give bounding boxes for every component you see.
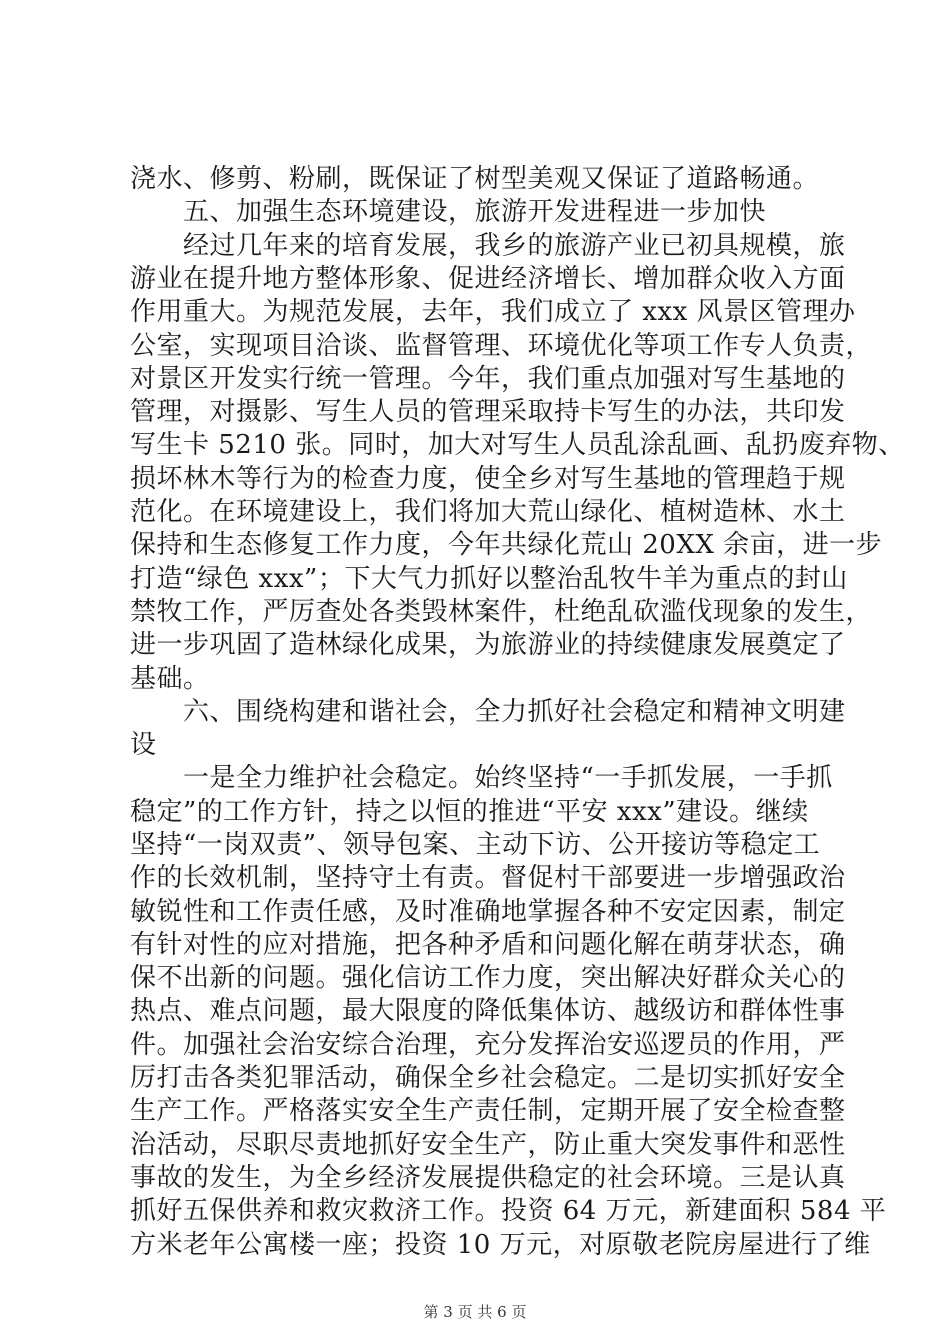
text-line: 热点、难点问题，最大限度的降低集体访、越级访和群体性事	[130, 996, 846, 1026]
text-line: 件。加强社会治安综合治理，充分发挥治安巡逻员的作用，严	[130, 1030, 846, 1060]
text-line: 抓好五保供养和救灾救济工作。投资 64 万元，新建面积 584 平	[130, 1196, 887, 1226]
page-footer: 第 3 页 共 6 页	[423, 1303, 527, 1321]
text-line: 作的长效机制，坚持守土有责。督促村干部要进一步增强政治	[130, 863, 846, 893]
text-line: 设	[130, 730, 157, 760]
text-line: 稳定”的工作方针，持之以恒的推进“平安 xxx”建设。继续	[130, 797, 809, 827]
text-line: 打造“绿色 xxx”；下大气力抓好以整治乱牧牛羊为重点的封山	[130, 564, 848, 594]
text-line: 写生卡 5210 张。同时，加大对写生人员乱涂乱画、乱扔废弃物、	[130, 430, 905, 460]
text-line: 经过几年来的培育发展，我乡的旅游产业已初具规模，旅	[183, 231, 846, 261]
text-line: 方米老年公寓楼一座；投资 10 万元，对原敬老院房屋进行了维	[130, 1230, 871, 1260]
text-line: 禁牧工作，严厉查处各类毁林案件，杜绝乱砍滥伐现象的发生，	[130, 597, 873, 627]
text-line: 敏锐性和工作责任感，及时准确地掌握各种不安定因素，制定	[130, 897, 846, 927]
text-line: 厉打击各类犯罪活动，确保全乡社会稳定。二是切实抓好安全	[130, 1063, 846, 1093]
text-line: 范化。在环境建设上，我们将加大荒山绿化、植树造林、水土	[130, 497, 846, 527]
text-line: 基础。	[130, 664, 210, 694]
text-line: 六、围绕构建和谐社会，全力抓好社会稳定和精神文明建	[183, 697, 846, 727]
text-line: 一是全力维护社会稳定。始终坚持“一手抓发展，一手抓	[183, 763, 833, 793]
text-line: 生产工作。严格落实安全生产责任制，定期开展了安全检查整	[130, 1096, 846, 1126]
text-line: 事故的发生，为全乡经济发展提供稳定的社会环境。三是认真	[130, 1163, 846, 1193]
text-line: 保不出新的问题。强化信访工作力度，突出解决好群众关心的	[130, 963, 846, 993]
text-line: 作用重大。为规范发展，去年，我们成立了 xxx 风景区管理办	[130, 297, 856, 327]
text-line: 保持和生态修复工作力度，今年共绿化荒山 20XX 余亩，进一步	[130, 530, 883, 560]
text-line: 进一步巩固了造林绿化成果，为旅游业的持续健康发展奠定了	[130, 630, 846, 660]
text-line: 公室，实现项目洽谈、监督管理、环境优化等项工作专人负责，	[130, 331, 873, 361]
text-line: 五、加强生态环境建设，旅游开发进程进一步加快	[183, 197, 767, 227]
text-line: 坚持“一岗双责”、领导包案、主动下访、公开接访等稳定工	[130, 830, 821, 860]
text-line: 管理，对摄影、写生人员的管理采取持卡写生的办法，共印发	[130, 397, 846, 427]
text-line: 有针对性的应对措施，把各种矛盾和问题化解在萌芽状态，确	[130, 930, 846, 960]
text-line: 对景区开发实行统一管理。今年，我们重点加强对写生基地的	[130, 364, 846, 394]
text-line: 浇水、修剪、粉刷，既保证了树型美观又保证了道路畅通。	[130, 164, 820, 194]
text-line: 损坏林木等行为的检查力度，使全乡对写生基地的管理趋于规	[130, 464, 846, 494]
text-line: 治活动，尽职尽责地抓好安全生产，防止重大突发事件和恶性	[130, 1130, 846, 1160]
text-line: 游业在提升地方整体形象、促进经济增长、增加群众收入方面	[130, 264, 846, 294]
